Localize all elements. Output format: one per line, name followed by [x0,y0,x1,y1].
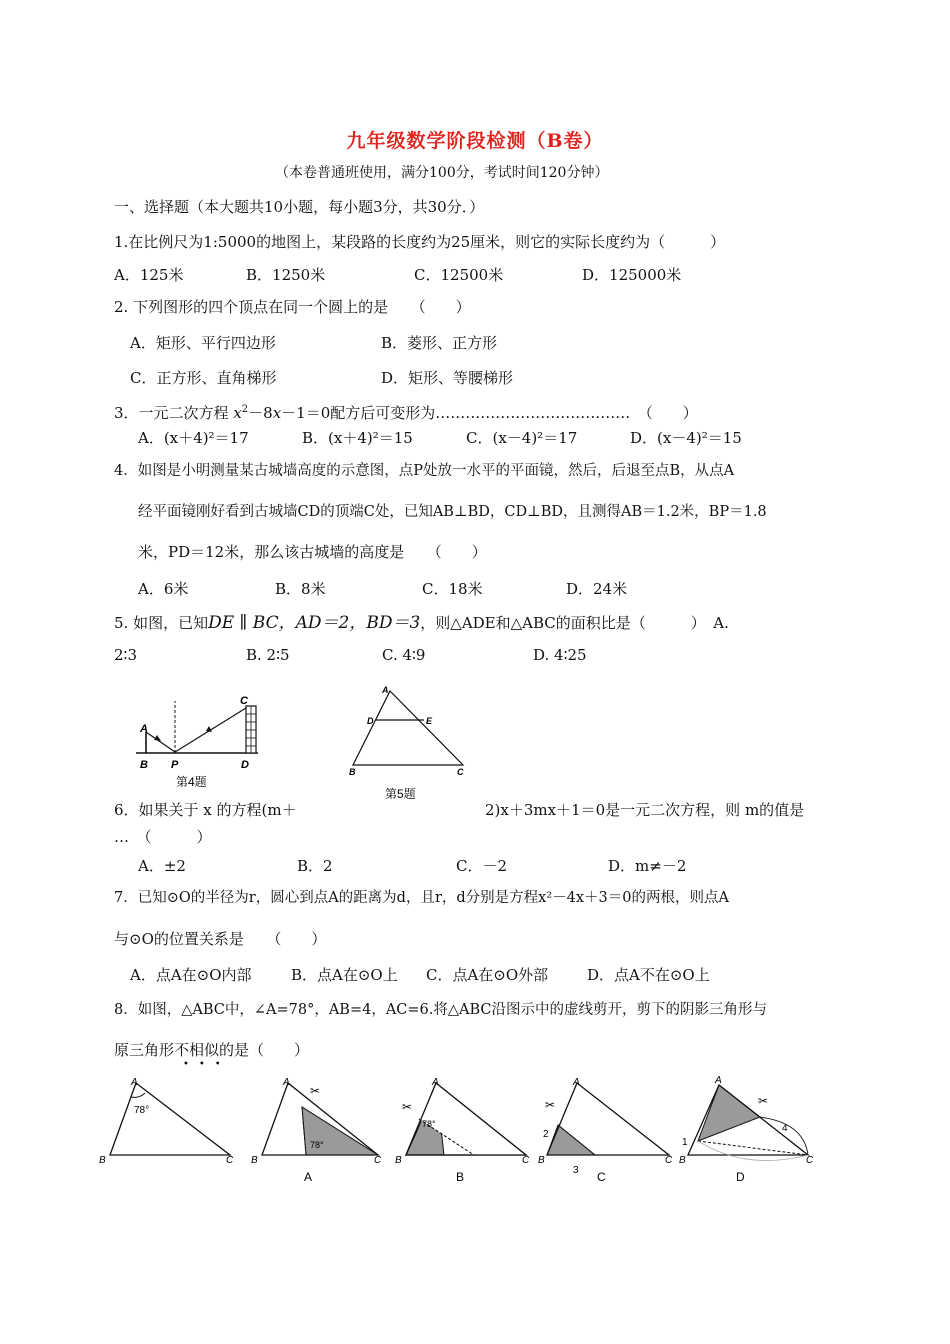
side-number-left: 1 [682,1137,688,1148]
q2-option-d: D．矩形、等腰梯形 [381,369,514,387]
vertex-b: B [395,1155,402,1166]
ray-ap [146,732,175,752]
vertex-a: A [573,1077,580,1088]
q6-line-1a: 6．如果关于 x 的方程(m＋ [114,801,297,819]
q4-option-c: C．18米 [422,580,483,598]
q8-option-d-figure [676,1075,821,1185]
q1-option-d: D．125000米 [582,266,682,284]
q1-option-c: C．12500米 [414,266,504,284]
q6-option-d: D．m≠－2 [608,857,687,875]
q5-option-c: C. 4∶9 [382,646,426,664]
q2-option-a: A．矩形、平行四边形 [130,334,276,352]
vertex-b: B [538,1155,545,1166]
triangle-abc [353,691,463,765]
option-label: D [736,1170,745,1184]
q8-original-triangle [98,1075,238,1175]
q2-option-b: B．菱形、正方形 [381,334,498,352]
q4-option-d: D．24米 [566,580,628,598]
q8-option-c-figure [535,1075,675,1185]
side-number-bottom: 3 [573,1165,579,1176]
vertex-a: A [283,1077,290,1088]
angle-arc [131,1093,145,1097]
q1-option-a: A．125米 [114,266,184,284]
q3-stem-part-b: －8 [248,404,273,422]
q5-option-d: D. 4∶25 [533,646,587,664]
q4-option-a: A．6米 [138,580,189,598]
label-d: D [241,759,249,771]
vertex-c: C [374,1155,382,1166]
q4-option-b: B．8米 [275,580,326,598]
label-c: C [240,695,248,707]
q6-option-a: A．±2 [138,857,186,875]
q7-option-d: D．点A不在⊙O上 [587,966,710,984]
q5-suffix: ，则△ADE和△ABC的面积比是（ ） A. [420,614,729,632]
label-b: B [140,759,148,771]
section-heading: 一、选择题（本大题共10小题，每小题3分，共30分．） [114,198,485,216]
vertex-c: C [806,1155,814,1166]
q6-option-b: B．2 [297,857,333,875]
q4-figure [130,688,270,793]
label-a: A [140,723,148,735]
page-title: 九年级数学阶段检测（B卷） [346,130,604,152]
q2-option-c: C．正方形、直角梯形 [130,369,277,387]
q8-option-a-figure [250,1075,390,1185]
q1-stem: 1.在比例尺为1:5000的地图上，某段路的长度约为25厘米，则它的实际长度约为（ ） [114,233,726,251]
angle-label: 78° [310,1140,324,1150]
q6-line-1b: 2)x＋3mx＋1＝0是一元二次方程，则 m的值是 [485,801,805,819]
q3-exponent: 2 [241,404,249,415]
q5-figure-caption: 第5题 [385,787,416,801]
option-label: C [597,1170,606,1184]
label-e: E [426,716,433,726]
vertex-b: B [251,1155,258,1166]
q6-option-c: C．－2 [456,857,508,875]
label-a: A [382,685,389,695]
q5-option-b: B. 2∶5 [246,646,290,664]
q4-figure-caption: 第4题 [176,775,207,789]
label-c: C [457,767,464,777]
q5-prefix: 5. 如图，已知 [114,614,209,632]
q7-line-1: 7．已知⊙O的半径为r，圆心到点A的距离为d，且r，d分别是方程x²－4x＋3＝0的两根，则点A [114,890,729,906]
q3-stem [114,400,698,423]
scissors-icon: ✂ [545,1098,556,1112]
angle-label: 78° [422,1119,436,1129]
q7-option-c: C．点A在⊙O外部 [426,966,549,984]
q5-stem [114,613,729,633]
q3-option-b: B．(x＋4)²＝15 [302,429,413,447]
q8-line-1: 8．如图，△ABC中，∠A=78°，AB=4，AC=6.将△ABC沿图示中的虚线剪开，剪下的阴影三角形与 [114,1002,768,1018]
q8-option-b-figure [394,1075,534,1185]
option-label: B [456,1170,465,1184]
option-label: A [304,1170,313,1184]
q2-stem: 2. 下列图形的四个顶点在同一个圆上的是 （ ） [114,298,471,316]
vertex-a: A [715,1075,722,1086]
triangle-outline [110,1083,230,1155]
vertex-b: B [679,1155,686,1166]
q3-option-d: D．(x－4)²＝15 [630,429,742,447]
shaded-triangle [547,1125,595,1155]
vertex-a: A [131,1077,138,1088]
label-d: D [367,716,374,726]
side-number-right: 4 [782,1123,788,1134]
q5-figure [345,683,475,803]
vertex-b: B [99,1155,106,1166]
scissors-icon: ✂ [310,1084,321,1098]
q4-line-2: 经平面镜刚好看到古城墙CD的顶端C处，已知AB⊥BD，CD⊥BD，且测得AB＝1.2米，BP＝1.8 [138,504,767,520]
q7-option-b: B．点A在⊙O上 [291,966,398,984]
scissors-icon: ✂ [758,1094,769,1108]
subtitle: （本卷普通班使用，满分100分，考试时间120分钟） [275,165,609,181]
angle-label: 78° [134,1105,150,1116]
q6-line-2: … （ ） [114,828,212,846]
label-p: P [171,759,179,771]
q7-option-a: A．点A在⊙O内部 [130,966,252,984]
q7-line-2: 与⊙O的位置关系是 （ ） [114,930,327,948]
arc-line-lower [698,1141,808,1161]
q3-var-x: x [233,404,242,422]
cut-line [698,1141,808,1155]
vertex-c: C [665,1155,673,1166]
q1-option-b: B．1250米 [246,266,326,284]
side-number-left: 2 [543,1129,549,1140]
label-b: B [349,767,356,777]
q3-stem-part-a: 3．一元二次方程 [114,404,234,422]
q3-option-a: A．(x＋4)²＝17 [138,429,249,447]
q3-stem-part-c: －1＝0配方后可变形为………………………………… （ ） [281,404,698,422]
q5-math: DE ∥ BC，AD＝2，BD＝3 [208,613,421,633]
vertex-c: C [226,1155,234,1166]
vertex-c: C [522,1155,530,1166]
q3-option-c: C．(x－4)²＝17 [466,429,578,447]
emphasis-dots: ••• [183,1059,231,1070]
q4-line-3: 米，PD＝12米，那么该古城墙的高度是 （ ） [138,543,487,561]
q3-var-x2: x [272,404,282,422]
scissors-icon: ✂ [402,1100,413,1114]
vertex-a: A [432,1077,439,1088]
q4-line-1: 4．如图是小明测量某古城墙高度的示意图，点P处放一水平的平面镜，然后，后退至点B，从点A [114,463,735,479]
q5-option-a-value: 2∶3 [114,646,137,664]
q8-line-2: 原三角形不相似的是（ ） [114,1041,310,1059]
